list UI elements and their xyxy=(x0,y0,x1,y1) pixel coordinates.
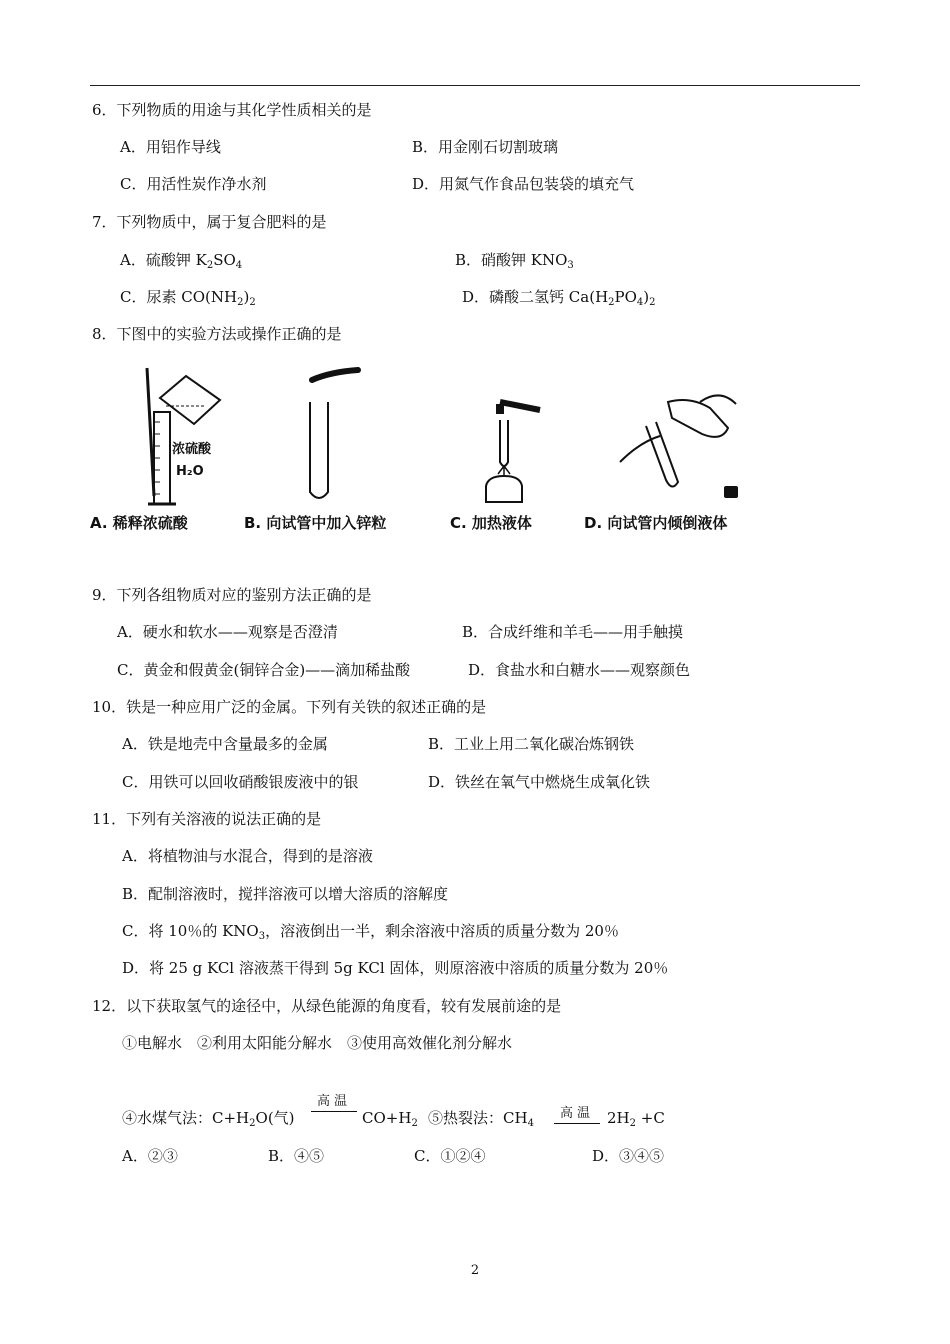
caption-a: A. 稀释浓硫酸 xyxy=(90,514,188,532)
q8-figure xyxy=(90,362,770,542)
q9-option-b: B．合成纤维和羊毛——用手触摸 xyxy=(462,623,684,641)
q11-option-d: D．将 25 g KCl 溶液蒸干得到 5g KCl 固体，则原溶液中溶质的质量分数为 20％ xyxy=(122,959,669,977)
q8-stem: 8．下图中的实验方法或操作正确的是 xyxy=(92,325,342,343)
q7-option-a: A．硫酸钾 $K_2SO_4$ xyxy=(120,251,243,271)
eq1-condition: 高温 xyxy=(309,1090,359,1109)
q12-methods-1-3: ①电解水 ②利用太阳能分解水 ③使用高效催化剂分解水 xyxy=(122,1034,513,1052)
q6-option-b: B．用金刚石切割玻璃 xyxy=(412,138,559,156)
header-rule xyxy=(90,85,860,86)
q6-option-c: C．用活性炭作净水剂 xyxy=(120,175,267,193)
eq2-condition: 高温 xyxy=(552,1102,602,1121)
q6-stem: 6．下列物质的用途与其化学性质相关的是 xyxy=(92,101,372,119)
q7-option-d: D．磷酸二氢钙 $Ca(H_2PO_4)_2$ xyxy=(462,288,656,308)
q12-option-a: A．②③ xyxy=(122,1147,178,1165)
q12-equation-water-gas: ④水煤气法：$C+H_2O$(气) xyxy=(122,1109,295,1129)
q10-option-d: D．铁丝在氧气中燃烧生成氧化铁 xyxy=(428,773,651,791)
q12-equation-pyrolysis: ⑤热裂法：$CH_4$ xyxy=(428,1109,534,1129)
q12-option-d: D．③④⑤ xyxy=(592,1147,665,1165)
test-tube-zinc-illustration xyxy=(290,362,410,512)
q11-stem: 11．下列有关溶液的说法正确的是 xyxy=(92,810,322,828)
q7-stem: 7．下列物质中，属于复合肥料的是 xyxy=(92,213,327,231)
q10-option-a: A．铁是地壳中含量最多的金属 xyxy=(122,735,328,753)
pouring-liquid-illustration xyxy=(610,362,770,512)
eq1-products: $CO+H_2$ xyxy=(362,1109,418,1129)
heating-liquid-illustration xyxy=(470,362,580,512)
caption-c: C. 加热液体 xyxy=(450,514,532,532)
caption-d: D. 向试管内倾倒液体 xyxy=(584,514,728,532)
label-concentrated-acid: 浓硫酸 xyxy=(172,442,212,457)
q12-option-c: C．①②④ xyxy=(414,1147,486,1165)
q9-option-a: A．硬水和软水——观察是否澄清 xyxy=(117,623,338,641)
q9-stem: 9．下列各组物质对应的鉴别方法正确的是 xyxy=(92,586,372,604)
q6-option-a: A．用铝作导线 xyxy=(120,138,221,156)
q12-option-b: B．④⑤ xyxy=(268,1147,325,1165)
q12-stem: 12．以下获取氢气的途径中，从绿色能源的角度看，较有发展前途的是 xyxy=(92,997,562,1015)
q10-option-b: B．工业上用二氧化碳冶炼钢铁 xyxy=(428,735,635,753)
caption-b: B. 向试管中加入锌粒 xyxy=(244,514,387,532)
diluting-acid-illustration xyxy=(90,362,250,512)
q10-stem: 10．铁是一种应用广泛的金属。下列有关铁的叙述正确的是 xyxy=(92,698,487,716)
eq2-products: $2H_2 +C$ xyxy=(607,1109,665,1129)
q7-option-b: B．硝酸钾 $KNO_3$ xyxy=(455,251,574,271)
q9-option-c: C．黄金和假黄金(铜锌合金)——滴加稀盐酸 xyxy=(117,661,411,679)
q11-option-c: C．将 10％的 $KNO_3$，溶液倒出一半，剩余溶液中溶质的质量分数为 20％ xyxy=(122,922,619,942)
q11-option-a: A．将植物油与水混合，得到的是溶液 xyxy=(122,847,373,865)
page-number: 2 xyxy=(470,1263,480,1278)
q7-option-c: C．尿素 $CO(NH_2)_2$ xyxy=(120,288,256,308)
q9-option-d: D．食盐水和白糖水——观察颜色 xyxy=(468,661,691,679)
q6-option-d: D．用氮气作食品包装袋的填充气 xyxy=(412,175,635,193)
q10-option-c: C．用铁可以回收硝酸银废液中的银 xyxy=(122,773,359,791)
q11-option-b: B．配制溶液时，搅拌溶液可以增大溶质的溶解度 xyxy=(122,885,449,903)
label-water: H₂O xyxy=(176,464,204,479)
